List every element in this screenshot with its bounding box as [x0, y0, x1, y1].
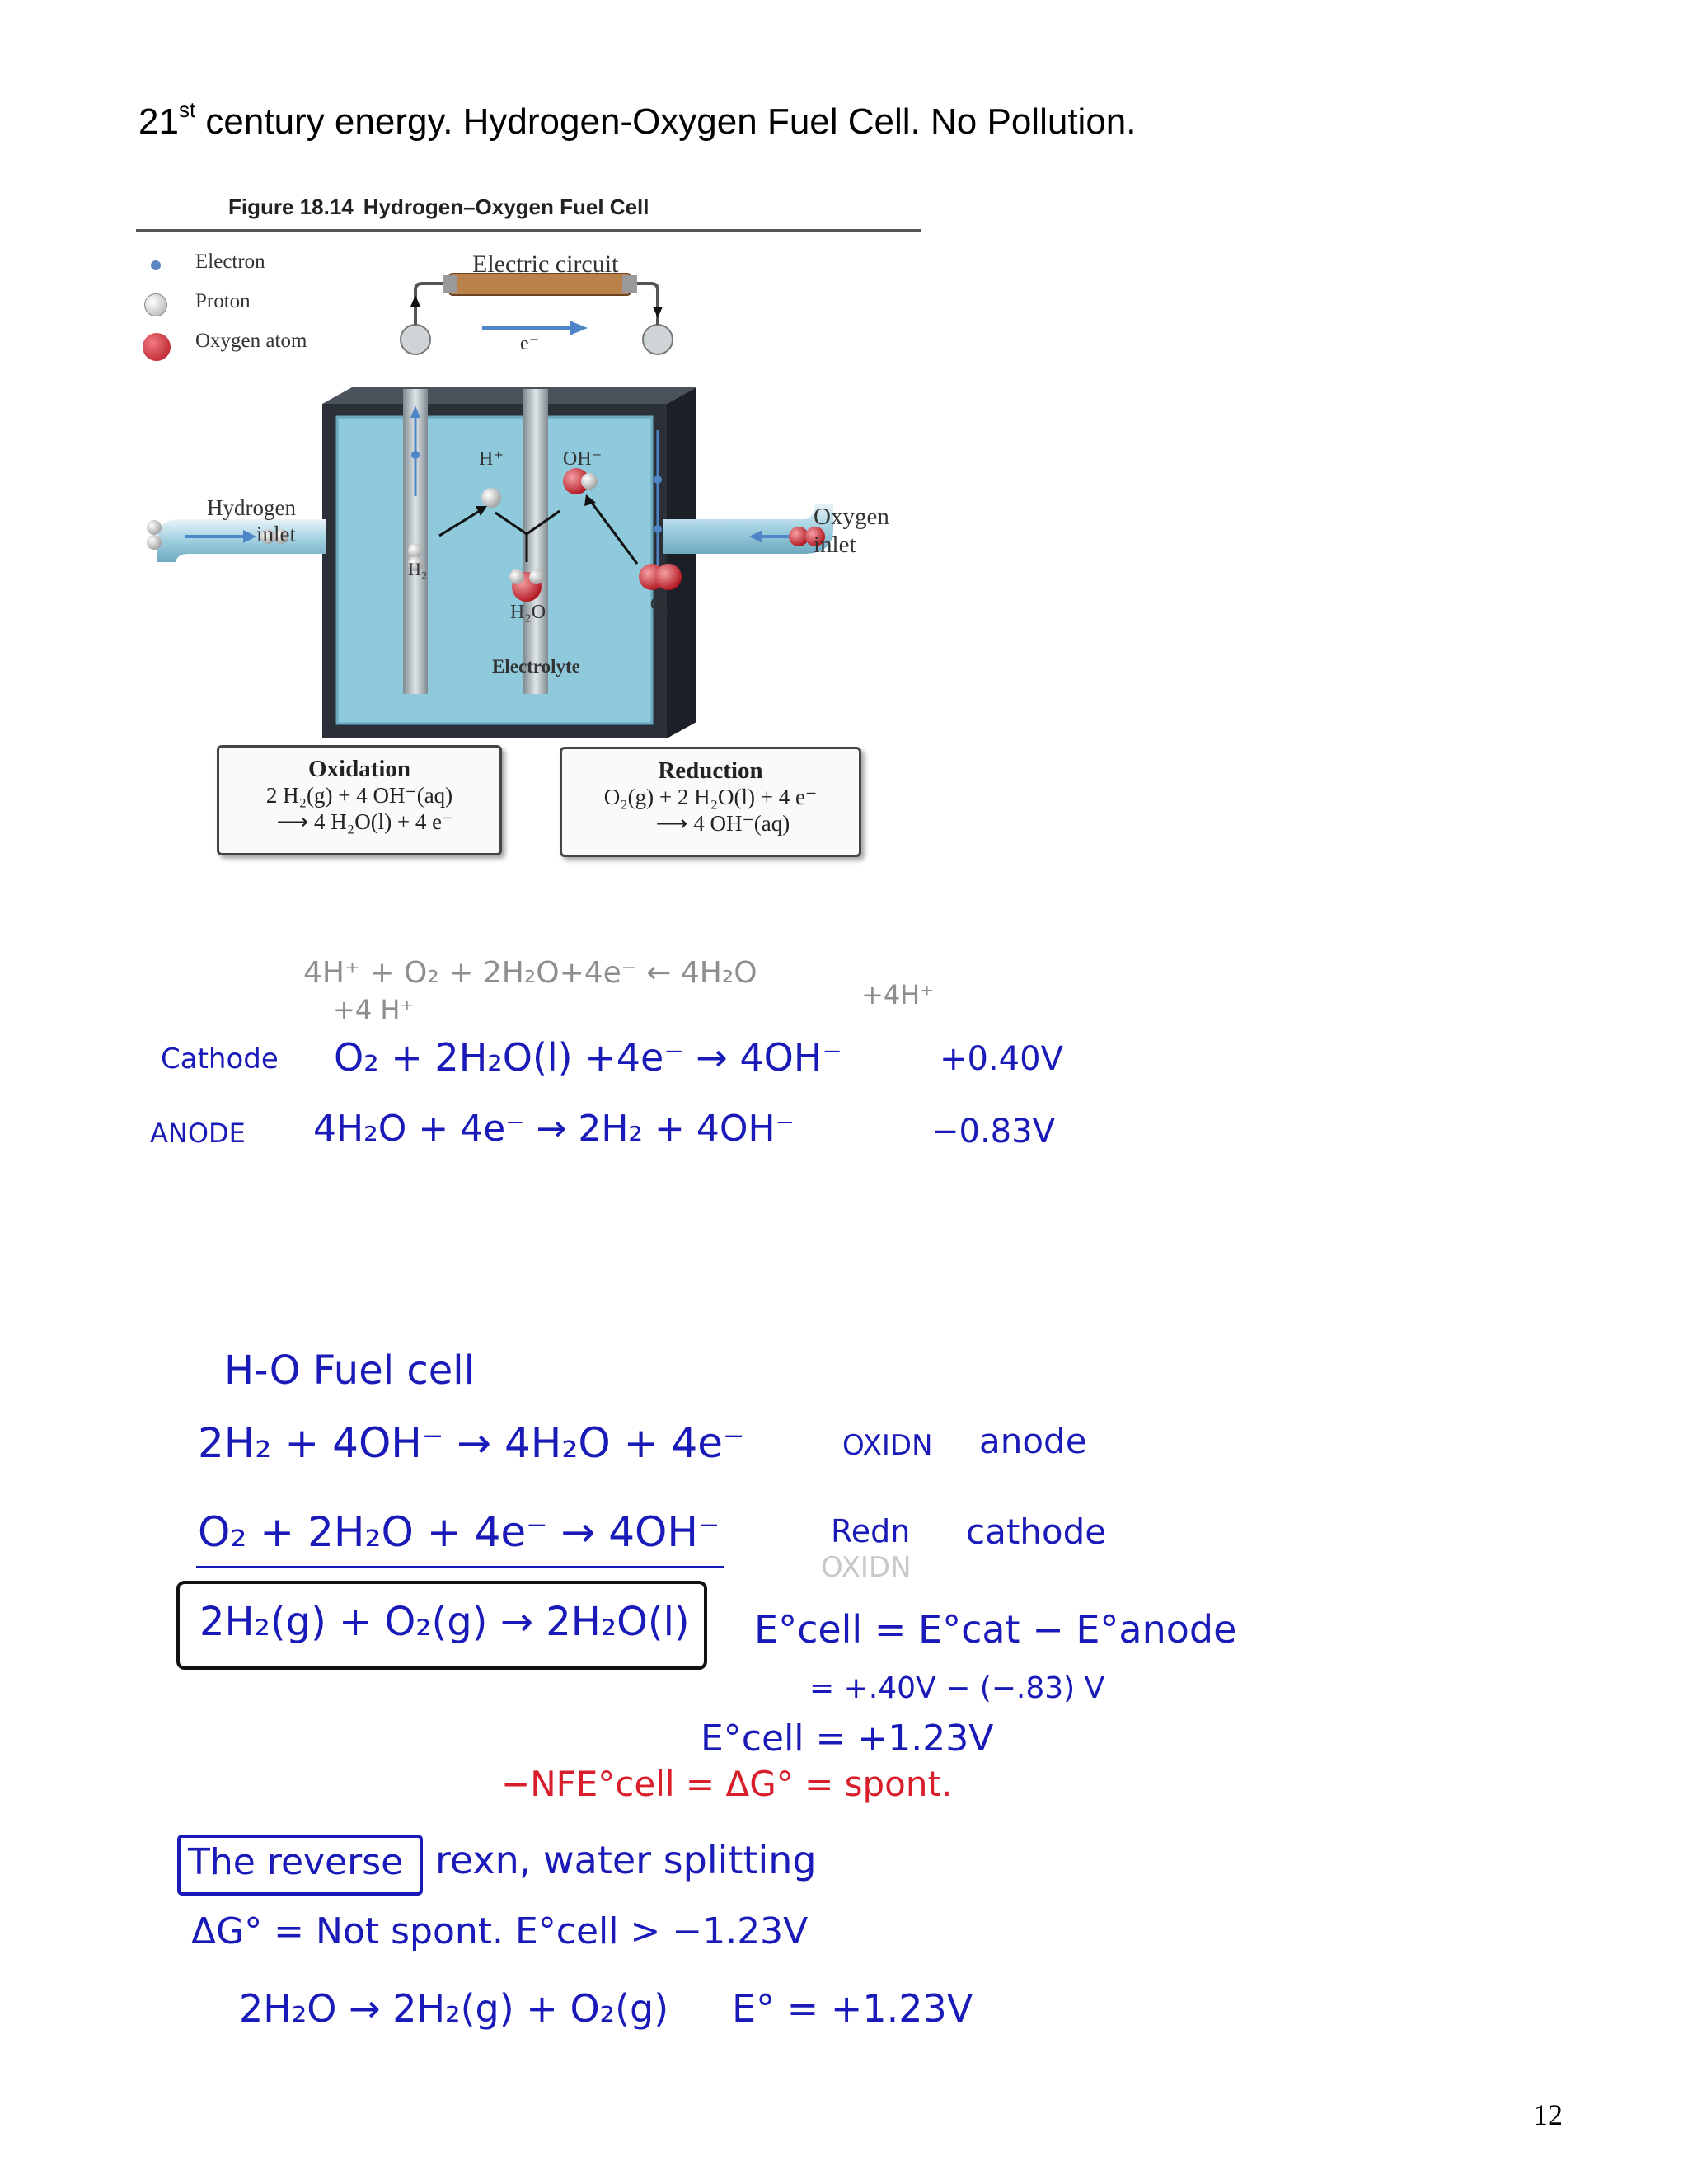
oxygen-inlet-label: Oxygen inlet — [814, 504, 889, 558]
scratch-top: 4H⁺ + O₂ + 2H₂O+4e⁻ ← 4H₂O — [303, 956, 757, 990]
oh-minus-label: OH⁻ — [563, 448, 603, 470]
oxidation-equation: 2H₂ + 4OH⁻ → 4H₂O + 4e⁻ — [198, 1419, 745, 1467]
reduction-tag: Redn — [831, 1513, 911, 1549]
anode-equation: 4H₂O + 4e⁻ → 2H₂ + 4OH⁻ — [313, 1108, 795, 1150]
cathode-voltage: +0.40V — [940, 1040, 1063, 1078]
electron-label: e⁻ — [520, 333, 540, 354]
h-plus-label: H⁺ — [479, 448, 504, 470]
splitting-potential: E° = +1.23V — [732, 1986, 973, 2031]
reverse-rest-text: rexn, water splitting — [435, 1838, 817, 1882]
gibbs-relation: −NFE°cell = ΔG° = spont. — [501, 1764, 953, 1804]
cathode-label: Cathode — [161, 1043, 279, 1076]
o2-label: O₂ — [650, 593, 670, 614]
h2o-label: H₂O — [510, 602, 546, 623]
ecell-result: E°cell = +1.23V — [701, 1718, 994, 1760]
reduction-where: cathode — [966, 1511, 1107, 1552]
faint-oxidn: OXIDN — [821, 1551, 912, 1584]
reverse-boxed-text: The reverse — [188, 1841, 404, 1883]
hydrogen-inlet-label: Hydrogen inlet — [207, 495, 296, 546]
reduction-equation: O₂ + 2H₂O + 4e⁻ → 4OH⁻ — [198, 1508, 720, 1556]
figure-caption: Figure 18.14 Hydrogen–Oxygen Fuel Cell — [228, 194, 649, 219]
ecell-formula: E°cell = E°cat − E°anode — [754, 1607, 1237, 1652]
electric-circuit-label: Electric circuit — [472, 251, 619, 278]
h2-label: H₂ — [408, 559, 428, 579]
page-number: 12 — [1533, 2098, 1563, 2131]
oxidation-box: Oxidation 2 H₂(g) + 4 OH⁻(aq) ⟶ 4 H₂O(l) + 4 e⁻ — [217, 745, 502, 855]
page-title: 21st century energy. Hydrogen-Oxygen Fuel Cell. No Pollution. — [138, 97, 1137, 142]
cathode-equation: O₂ + 2H₂O(l) +4e⁻ → 4OH⁻ — [334, 1035, 842, 1080]
scratch-top-2: +4 H⁺ — [333, 994, 415, 1025]
scratch-right: +4H⁺ — [861, 979, 935, 1010]
anode-label: ANODE — [150, 1118, 246, 1149]
ecell-substitution: = +.40V − (−.83) V — [809, 1671, 1105, 1705]
oxidation-tag: OXIDN — [842, 1429, 933, 1462]
fuel-cell-figure: Figure 18.14 Hydrogen–Oxygen Fuel Cell Electron Proton Oxygen atom Electric circuit e⁻ Hydrogen inlet Oxygen inlet H⁺ OH⁻ H₂ O₂ H₂O Electrolyte Oxidation 2 H₂(g) + 4 OH⁻(aq) ⟶ 4 H₂O(l) + 4 e⁻ Reduction O₂(g) + 2 H₂O(l) + 4 e⁻ ⟶ 4 OH⁻(aq) — [136, 183, 921, 865]
oxidation-where: anode — [979, 1421, 1087, 1461]
fuel-cell-heading: H-O Fuel cell — [224, 1347, 475, 1394]
sum-rule — [196, 1566, 724, 1568]
not-spont-line: ΔG° = Not spont. E°cell > −1.23V — [191, 1910, 809, 1952]
anode-voltage: −0.83V — [931, 1113, 1055, 1151]
reduction-box: Reduction O₂(g) + 2 H₂O(l) + 4 e⁻ ⟶ 4 OH⁻(aq) — [560, 747, 861, 857]
net-equation: 2H₂(g) + O₂(g) → 2H₂O(l) — [199, 1599, 690, 1645]
splitting-equation: 2H₂O → 2H₂(g) + O₂(g) — [239, 1986, 669, 2031]
electrolyte-label: Electrolyte — [492, 656, 580, 677]
